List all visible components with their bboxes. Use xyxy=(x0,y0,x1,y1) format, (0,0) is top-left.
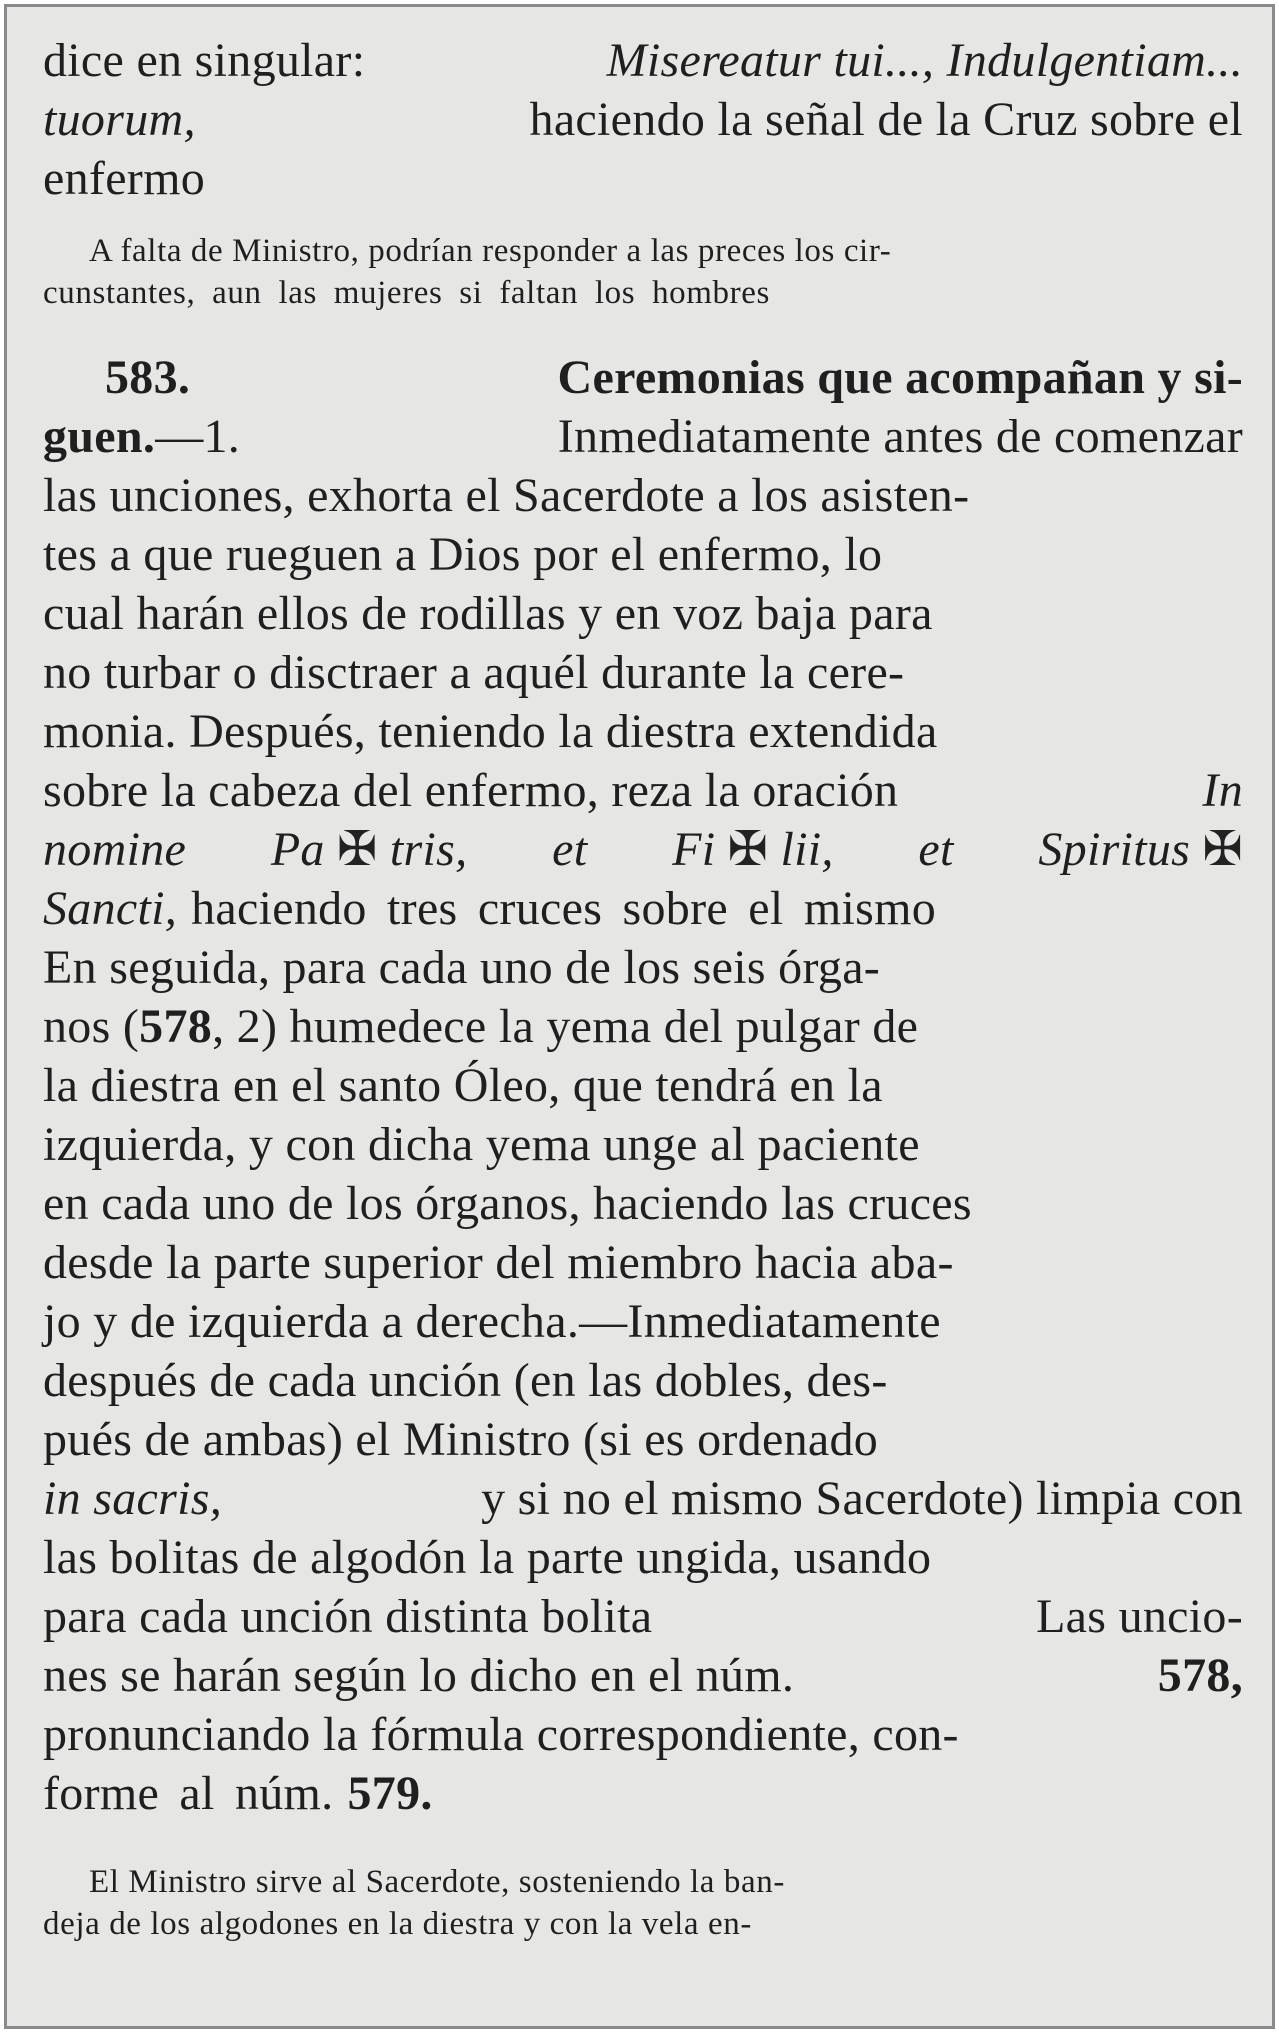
text-run: cual harán ellos de rodillas y en voz baja para xyxy=(43,587,933,640)
text-line xyxy=(43,272,1243,314)
text-run: la diestra en el santo Óleo, que tendrá en la xyxy=(43,1059,883,1112)
text-run: para cada unción distinta bolita xyxy=(43,1590,653,1643)
text-line xyxy=(43,31,1243,90)
latin-text: Misereatur tui..., Indulgentiam... xyxy=(606,34,1243,87)
text-run: pronunciando la fórmula correspondiente, con- xyxy=(43,1708,959,1761)
text-line xyxy=(43,1056,1243,1115)
text-line xyxy=(43,1174,1243,1233)
text-line xyxy=(43,938,1243,997)
text-run: no turbar o disctraer a aquél durante la cere- xyxy=(43,646,905,699)
rubric-note xyxy=(43,230,1243,314)
cross-reference: 579. xyxy=(347,1767,433,1820)
text-line xyxy=(43,584,1243,643)
section-583 xyxy=(43,348,1243,1823)
book-page xyxy=(4,4,1275,2029)
text-line xyxy=(43,997,1243,1056)
text-run: dice en singular: xyxy=(43,34,366,87)
text-run: nes se harán según lo dicho en el núm. xyxy=(43,1649,795,1702)
text-run: en cada uno de los órganos, haciendo las cruces xyxy=(43,1177,972,1230)
text-line xyxy=(43,1705,1243,1764)
text-line xyxy=(43,149,1243,208)
latin-text: tuorum, xyxy=(43,93,196,146)
text-run: sobre la cabeza del enfermo, reza la oración xyxy=(43,764,899,817)
text-line xyxy=(43,1646,1243,1705)
text-run: desde la parte superior del miembro hacia aba- xyxy=(43,1236,954,1289)
text-run: izquierda, y con dicha yema unge al paciente xyxy=(43,1118,920,1171)
latin-text: In xyxy=(1202,764,1243,817)
text-run: , 2) humedece la yema del pulgar de xyxy=(212,1000,919,1053)
latin-word: et xyxy=(918,823,954,876)
text-line xyxy=(43,1292,1243,1351)
text-line xyxy=(43,407,1243,466)
page-content xyxy=(43,31,1243,1945)
latin-word: lii, xyxy=(780,823,834,876)
cross-reference: 578 xyxy=(139,1000,213,1053)
text-line xyxy=(43,1233,1243,1292)
rubric-note-minister xyxy=(43,1861,1243,1945)
text-run: las unciones, exhorta el Sacerdote a los asisten- xyxy=(43,469,970,522)
text-run: y si no el mismo Sacerdote) limpia con xyxy=(481,1472,1243,1525)
section-number: 583. xyxy=(105,351,191,404)
text-line xyxy=(43,1903,1243,1945)
text-run: enfermo xyxy=(43,152,206,205)
latin-text: Sancti, xyxy=(43,882,178,935)
text-line xyxy=(43,1861,1243,1903)
text-run: después de cada unción (en las dobles, des- xyxy=(43,1354,888,1407)
text-run: las bolitas de algodón la parte ungida, usando xyxy=(43,1531,932,1584)
text-run: tes a que rueguen a Dios por el enfermo, lo xyxy=(43,528,883,581)
cross-icon: ✠ xyxy=(727,823,769,876)
text-line xyxy=(43,230,1243,272)
text-line xyxy=(43,466,1243,525)
text-line xyxy=(43,1115,1243,1174)
text-line xyxy=(43,90,1243,149)
latin-word: Spiritus xyxy=(1038,823,1191,876)
text-run: Las uncio- xyxy=(1036,1590,1243,1643)
latin-word: et xyxy=(552,823,588,876)
text-run: forme al núm. xyxy=(43,1767,334,1820)
text-run: Inmediatamente antes de comenzar xyxy=(557,410,1243,463)
item-marker: —1. xyxy=(155,410,241,463)
latin-text: in sacris, xyxy=(43,1472,223,1525)
latin-word: Fi xyxy=(672,823,716,876)
text-run: En seguida, para cada uno de los seis órga- xyxy=(43,941,881,994)
section-title: Ceremonias que acompañan y si- xyxy=(557,351,1243,404)
cross-icon: ✠ xyxy=(337,823,378,876)
text-line xyxy=(43,1528,1243,1587)
latin-word: Pa xyxy=(270,823,325,876)
text-line xyxy=(43,1587,1243,1646)
section-heading xyxy=(43,348,1243,407)
text-run: pués de ambas) el Ministro (si es ordenado xyxy=(43,1413,879,1466)
text-run: nos ( xyxy=(43,1000,140,1053)
section-title-continued: guen. xyxy=(43,410,156,463)
text-run: haciendo la señal de la Cruz sobre el xyxy=(529,93,1243,146)
text-run: monia. Después, teniendo la diestra extendida xyxy=(43,705,938,758)
cross-icon: ✠ xyxy=(1202,823,1243,876)
text-line xyxy=(43,1764,1243,1823)
text-line xyxy=(43,525,1243,584)
latin-word: nomine xyxy=(43,823,187,876)
intro-paragraph xyxy=(43,31,1243,208)
text-run: deja de los algodones en la diestra y con la vela en- xyxy=(43,1906,752,1942)
text-line xyxy=(43,1410,1243,1469)
text-run: cunstantes, aun las mujeres si faltan los hombres xyxy=(43,275,770,311)
text-line xyxy=(43,643,1243,702)
text-run: A falta de Ministro, podrían responder a las preces los cir- xyxy=(89,233,892,269)
cross-reference: 578, xyxy=(1157,1649,1243,1702)
blessing-formula-line xyxy=(43,820,1243,879)
text-line xyxy=(43,1351,1243,1410)
text-run: jo y de izquierda a derecha.—Inmediatamente xyxy=(43,1295,941,1348)
text-line xyxy=(43,702,1243,761)
latin-word: tris, xyxy=(389,823,468,876)
text-line xyxy=(43,761,1243,820)
text-line xyxy=(43,879,1243,938)
text-run: El Ministro sirve al Sacerdote, sosteniendo la ban- xyxy=(89,1864,785,1900)
text-line xyxy=(43,1469,1243,1528)
text-run: haciendo tres cruces sobre el mismo xyxy=(191,882,937,935)
